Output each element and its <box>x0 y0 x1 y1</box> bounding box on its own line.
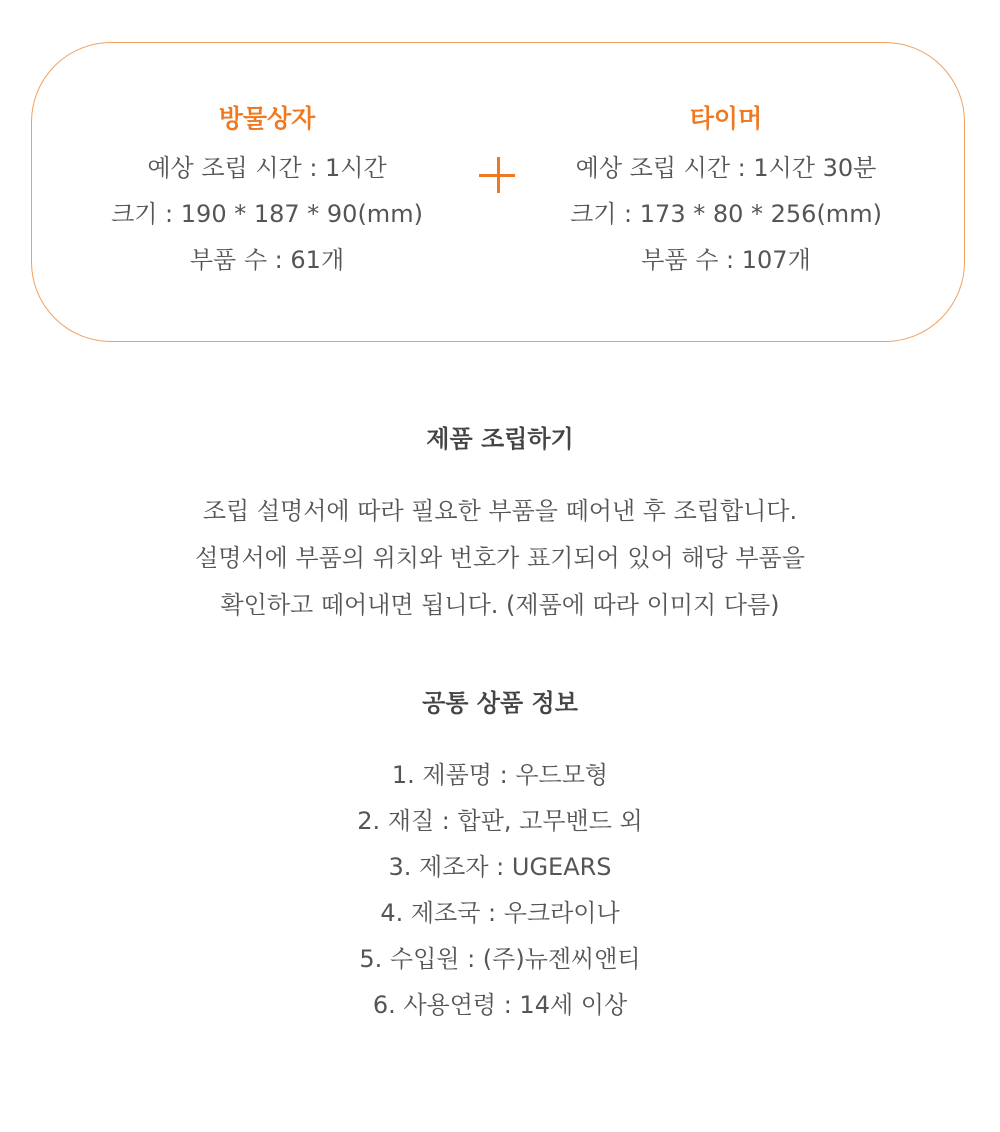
assembly-title: 제품 조립하기 <box>426 425 574 453</box>
plus-icon <box>477 157 521 201</box>
assembly-description <box>0 488 1000 629</box>
product-name: 타이머 <box>689 104 763 133</box>
product-parts: 부품 수 : 61개 <box>189 246 345 274</box>
common-info-list <box>0 752 1000 1028</box>
product-card-timer <box>516 103 936 283</box>
common-info-section <box>0 688 1000 1028</box>
product-spec-box <box>31 42 965 342</box>
product-size: 크기 : 173 * 80 * 256(mm) <box>570 200 882 228</box>
product-assembly-time: 예상 조립 시간 : 1시간 30분 <box>575 154 877 182</box>
common-info-title: 공통 상품 정보 <box>422 689 578 717</box>
product-parts: 부품 수 : 107개 <box>641 246 811 274</box>
list-item: 5. 수입원 : (주)뉴젠씨앤티 <box>359 945 641 973</box>
assembly-line: 설명서에 부품의 위치와 번호가 표기되어 있어 해당 부품을 <box>195 544 805 572</box>
list-item: 1. 제품명 : 우드모형 <box>391 761 609 789</box>
product-assembly-time: 예상 조립 시간 : 1시간 <box>147 154 387 182</box>
list-item: 6. 사용연령 : 14세 이상 <box>372 991 628 1019</box>
assembly-section <box>0 424 1000 629</box>
product-size: 크기 : 190 * 187 * 90(mm) <box>111 200 423 228</box>
product-card-box <box>57 103 477 283</box>
product-name: 방물상자 <box>218 104 316 133</box>
assembly-line: 조립 설명서에 따라 필요한 부품을 떼어낸 후 조립합니다. <box>202 497 798 525</box>
list-item: 4. 제조국 : 우크라이나 <box>380 899 620 927</box>
list-item: 3. 제조자 : UGEARS <box>388 853 612 881</box>
assembly-line: 확인하고 떼어내면 됩니다. (제품에 따라 이미지 다름) <box>220 591 780 619</box>
list-item: 2. 재질 : 합판, 고무밴드 외 <box>357 807 643 835</box>
